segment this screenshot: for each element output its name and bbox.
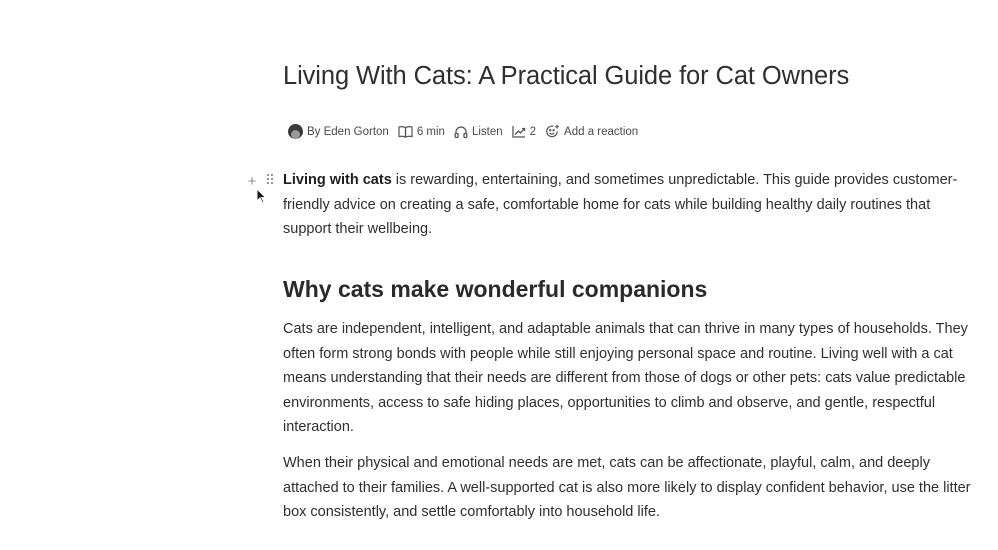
trending-up-icon (512, 125, 526, 138)
drag-handle-icon[interactable] (266, 172, 274, 190)
smiley-add-icon (545, 124, 560, 139)
mouse-cursor-icon (256, 188, 267, 209)
article-meta-bar (288, 124, 647, 139)
add-reaction-label: Add a reaction (564, 125, 639, 138)
block-controls (246, 172, 274, 190)
section-paragraph-1: Cats are independent, intelligent, and adaptable animals that can thrive in many types of households. They often form strong bonds with people while still enjoying personal space and routine. Living well with a cat means understanding that their needs are different from those of dogs or other pets: cats value predictable environments, access to safe hiding places, opportunities to climb and observe, and gentle, respectful interaction. (283, 321, 968, 435)
views-count: 2 (529, 125, 537, 138)
listen-label: Listen (471, 125, 503, 138)
headphones-icon (454, 125, 468, 139)
intro-paragraph (283, 168, 973, 242)
read-time-item (398, 125, 445, 138)
author-name: By Eden Gorton (307, 125, 389, 138)
section-paragraph-2: When their physical and emotional needs are met, cats can be affectionate, playful, calm, and deeply attached to their families. A well-supported cat is also more likely to display confident behavior, use the litter box consistently, and settle comfortably into household life. (283, 455, 971, 520)
intro-bold-text: Living with cats (283, 172, 392, 188)
read-time: 6 min (416, 125, 445, 138)
add-block-button[interactable]: + (247, 172, 257, 190)
intro-text: is rewarding, entertaining, and sometimes unpredictable. This guide provides customer-friendly advice on creating a safe, comfortable home for cats while building healthy daily routines that support their wellbeing. (283, 172, 958, 237)
add-reaction-button[interactable] (545, 124, 638, 139)
author-avatar (288, 124, 303, 139)
section-heading: Why cats make wonderful companions (283, 276, 708, 302)
views-item[interactable] (512, 125, 536, 138)
listen-button[interactable] (454, 125, 503, 139)
book-open-icon (398, 125, 413, 138)
page-title: Living With Cats: A Practical Guide for Cat Owners (283, 62, 850, 90)
author-item[interactable] (288, 124, 389, 139)
